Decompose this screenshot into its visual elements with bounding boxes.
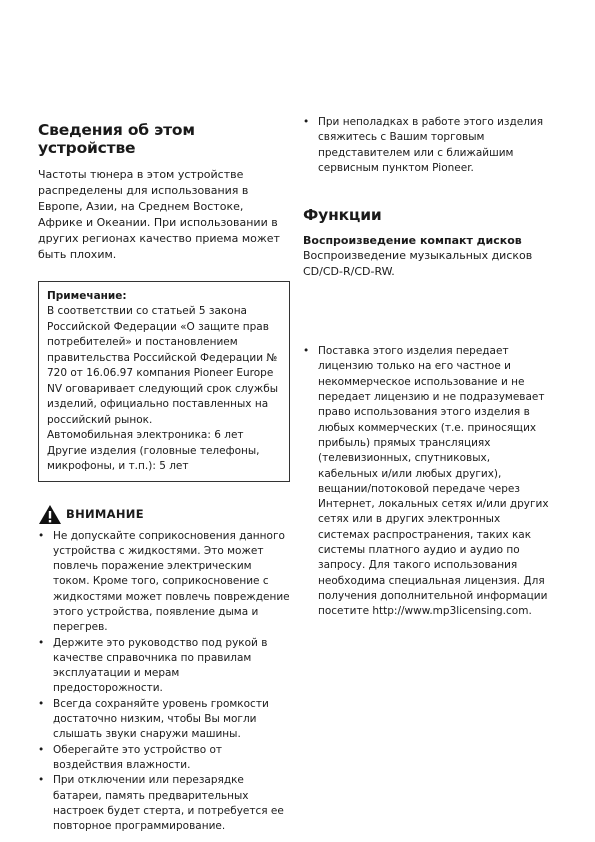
license-list xyxy=(303,344,551,619)
bullet: • xyxy=(38,697,45,710)
list-item xyxy=(38,636,290,697)
bullet: • xyxy=(38,636,45,649)
note-title: Примечание: xyxy=(47,290,127,302)
bullet: • xyxy=(38,774,45,787)
service-text: При неполадках в работе этого изделия свяжитесь с Вашим торговым представителем или с ближайшим сервисным пунктом Pioneer. xyxy=(318,116,544,174)
list-item xyxy=(38,773,290,834)
list-item-text: Всегда сохраняйте уровень громкости достаточно низким, чтобы Вы могли слышать звуки снаружи машины. xyxy=(53,697,269,741)
warning-title: ВНИМАНИЕ xyxy=(66,507,144,521)
functions-title: Функции xyxy=(303,206,382,225)
list-item xyxy=(38,743,290,774)
bullet: • xyxy=(303,116,310,128)
list-item-text: Не допускайте соприкосновения данного устройства с жидкостями. Это может повлечь поражение электрическим током. Кроме того, соприкосновение с жидкостями может повлечь повреждение этого устройства, появление дыма и перегрев. xyxy=(53,529,290,634)
service-list xyxy=(303,115,551,176)
cd-text: Воспроизведение музыкальных дисков CD/CD-R/CD-RW. xyxy=(303,249,533,279)
about-title: Сведения об этом устройстве xyxy=(38,121,195,157)
warning-triangle-icon xyxy=(38,504,62,525)
list-item-text: При отключении или перезарядке батареи, память предварительных настроек будет стерта, и потребуется ее повторное программирование. xyxy=(53,774,284,833)
note-text-2: Автомобильная электроника: 6 лет xyxy=(47,429,244,441)
bullet: • xyxy=(38,529,45,542)
license-text: Поставка этого изделия передает лицензию только на его частное и некоммерческое использование и не передает лицензию и не подразумевает право использования этого изделия в любых коммерческих (т.е. приносящих прибыль) прямых трансляциях (телевизионных, спутниковых, кабельных и/или любых других), вещании/потоковой передаче через Интернет, локальных сетях и/или других сетях или в других электронных системах распространения, таких как системы платного аудио и аудио по запросу. Для такого использования необходима специальная лицензия. Для получения дополнительной информации посетите http://www.mp3licensing.com. xyxy=(318,345,549,618)
list-item xyxy=(38,697,290,743)
list-item xyxy=(303,344,551,619)
bullet: • xyxy=(38,743,45,756)
warning-heading xyxy=(38,504,290,525)
list-item-text: Держите это руководство под рукой в качестве справочника по правилам эксплуатации и мерам предосторожности. xyxy=(53,636,268,695)
about-text: Частоты тюнера в этом устройстве распределены для использования в Европе, Азии, на Среднем Востоке, Африке и Океании. При использовании в других регионах качество приема может быть плохим. xyxy=(38,168,280,261)
list-item xyxy=(303,115,551,176)
note-text-3: Другие изделия (головные телефоны, микрофоны, и т.п.): 5 лет xyxy=(47,444,260,472)
list-item-text: Оберегайте это устройство от воздействия влажности. xyxy=(53,743,223,771)
right-column xyxy=(303,115,551,620)
bullet: • xyxy=(303,345,310,358)
note-text-1: В соответствии со статьей 5 закона Российской Федерации «О защите прав потребителей» и постановлением правительства Российской Федерации № 720 от 16.06.97 компания Pioneer Europe NV оговаривает следующий срок службы изделий, официально поставленных на российский рынок. xyxy=(47,305,278,426)
list-item xyxy=(38,529,290,636)
warning-list xyxy=(38,529,290,835)
cd-subtitle: Воспроизведение компакт дисков xyxy=(303,234,522,248)
left-column xyxy=(38,115,290,834)
note-box xyxy=(38,281,290,482)
